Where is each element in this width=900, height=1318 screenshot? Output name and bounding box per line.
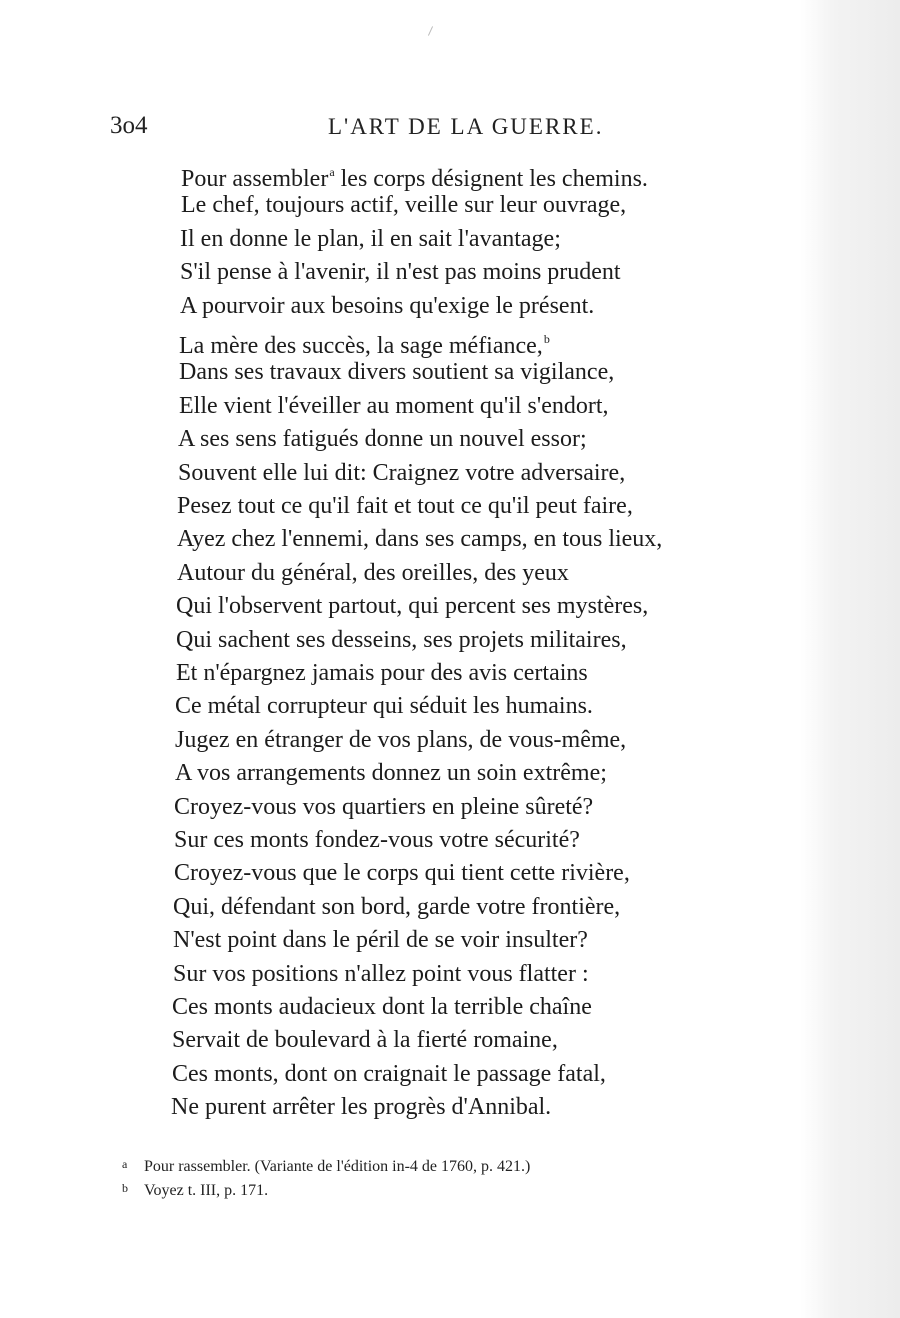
footnote-text: Voyez t. III, p. 171. (144, 1182, 269, 1199)
verse-text: Il en donne le plan, il en sait l'avantage; (180, 226, 561, 252)
verse-line (173, 891, 620, 924)
verse-text: Qui l'observent partout, qui percent ses mystères, (176, 593, 649, 619)
verse-text: Croyez-vous vos quartiers en pleine sûreté? (174, 794, 594, 820)
verse-line (181, 189, 626, 222)
verse-line (181, 156, 648, 192)
verse-text: Ce métal corrupteur qui séduit les humains. (175, 693, 593, 719)
verse-text: A pourvoir aux besoins qu'exige le présent. (180, 293, 595, 319)
verse-line (177, 490, 633, 523)
verse-text: Ces monts audacieux dont la terrible chaîne (172, 994, 592, 1020)
verse-text: La mère des succès, la sage méfiance, (179, 333, 543, 359)
verse-text: Jugez en étranger de vos plans, de vous-même, (175, 727, 627, 753)
footnote (122, 1176, 268, 1200)
verse-line (174, 857, 630, 890)
verse-text-continued: les corps désignent les chemins. (334, 166, 648, 192)
verse-line (172, 1024, 558, 1057)
verse-line (177, 557, 569, 590)
verse-text: Pesez tout ce qu'il fait et tout ce qu'il peut faire, (177, 493, 633, 519)
verse-line (174, 824, 580, 857)
verse-text: Servait de boulevard à la fierté romaine, (172, 1027, 558, 1053)
stray-mark (428, 26, 433, 35)
verse-line (175, 724, 626, 757)
footnote-reference: b (543, 332, 550, 346)
footnote-mark: b (122, 1181, 128, 1195)
verse-line (173, 924, 588, 957)
verse-line (178, 457, 625, 490)
verse-text: Pour assembler (181, 166, 329, 192)
verse-text: Sur ces monts fondez-vous votre sécurité? (174, 827, 580, 853)
verse-text: Elle vient l'éveiller au moment qu'il s'endort, (179, 393, 609, 419)
footnote-reference: a (329, 165, 335, 179)
verse-line (179, 390, 609, 423)
verse-line (172, 991, 592, 1024)
verse-line (180, 223, 561, 256)
verse-text: A ses sens fatigués donne un nouvel essor; (178, 426, 587, 452)
verse-text: Le chef, toujours actif, veille sur leur ouvrage, (181, 192, 627, 218)
verse-line (175, 690, 593, 723)
verse-text: Souvent elle lui dit: Craignez votre adversaire, (178, 460, 626, 486)
verse-line (180, 256, 621, 289)
verse-line (173, 958, 589, 991)
verse-line (179, 356, 614, 389)
verse-text: Et n'épargnez jamais pour des avis certains (176, 660, 588, 686)
verse-line (177, 523, 662, 556)
verse-text: S'il pense à l'avenir, il n'est pas moins prudent (180, 259, 621, 285)
verse-text: Qui, défendant son bord, garde votre frontière, (173, 894, 621, 920)
verse-text: Croyez-vous que le corps qui tient cette rivière, (174, 860, 630, 886)
verse-text: Autour du général, des oreilles, des yeux (177, 560, 569, 586)
footnote (122, 1152, 530, 1176)
verse-text: N'est point dans le péril de se voir insulter? (173, 927, 588, 953)
verse-line (179, 323, 550, 359)
verse-line (180, 290, 594, 323)
verse-line (176, 624, 627, 657)
page-header (0, 112, 900, 146)
verse-line (172, 1058, 606, 1091)
verse-line (174, 791, 593, 824)
verse-line (176, 590, 648, 623)
verse-text: A vos arrangements donnez un soin extrême; (175, 760, 607, 786)
verse-line (171, 1091, 551, 1124)
footnote-mark: a (122, 1157, 128, 1171)
verse-text: Ces monts, dont on craignait le passage fatal, (172, 1061, 606, 1087)
verse-text: Qui sachent ses desseins, ses projets militaires, (176, 627, 627, 653)
verse-text: Ayez chez l'ennemi, dans ses camps, en tous lieux, (177, 526, 663, 552)
verse-text: Ne purent arrêter les progrès d'Annibal. (171, 1094, 552, 1120)
footnote-text: Pour rassembler. (Variante de l'édition in-4 de 1760, p. 421.) (144, 1158, 531, 1175)
verse-text: Dans ses travaux divers soutient sa vigilance, (179, 359, 615, 385)
verse-line (178, 423, 587, 456)
verse-text: Sur vos positions n'allez point vous flatter : (173, 961, 589, 987)
verse-line (175, 757, 607, 790)
verse-line (176, 657, 588, 690)
running-title: L'ART DE LA GUERRE. (328, 114, 604, 139)
page-number: 3o4 (110, 112, 148, 139)
